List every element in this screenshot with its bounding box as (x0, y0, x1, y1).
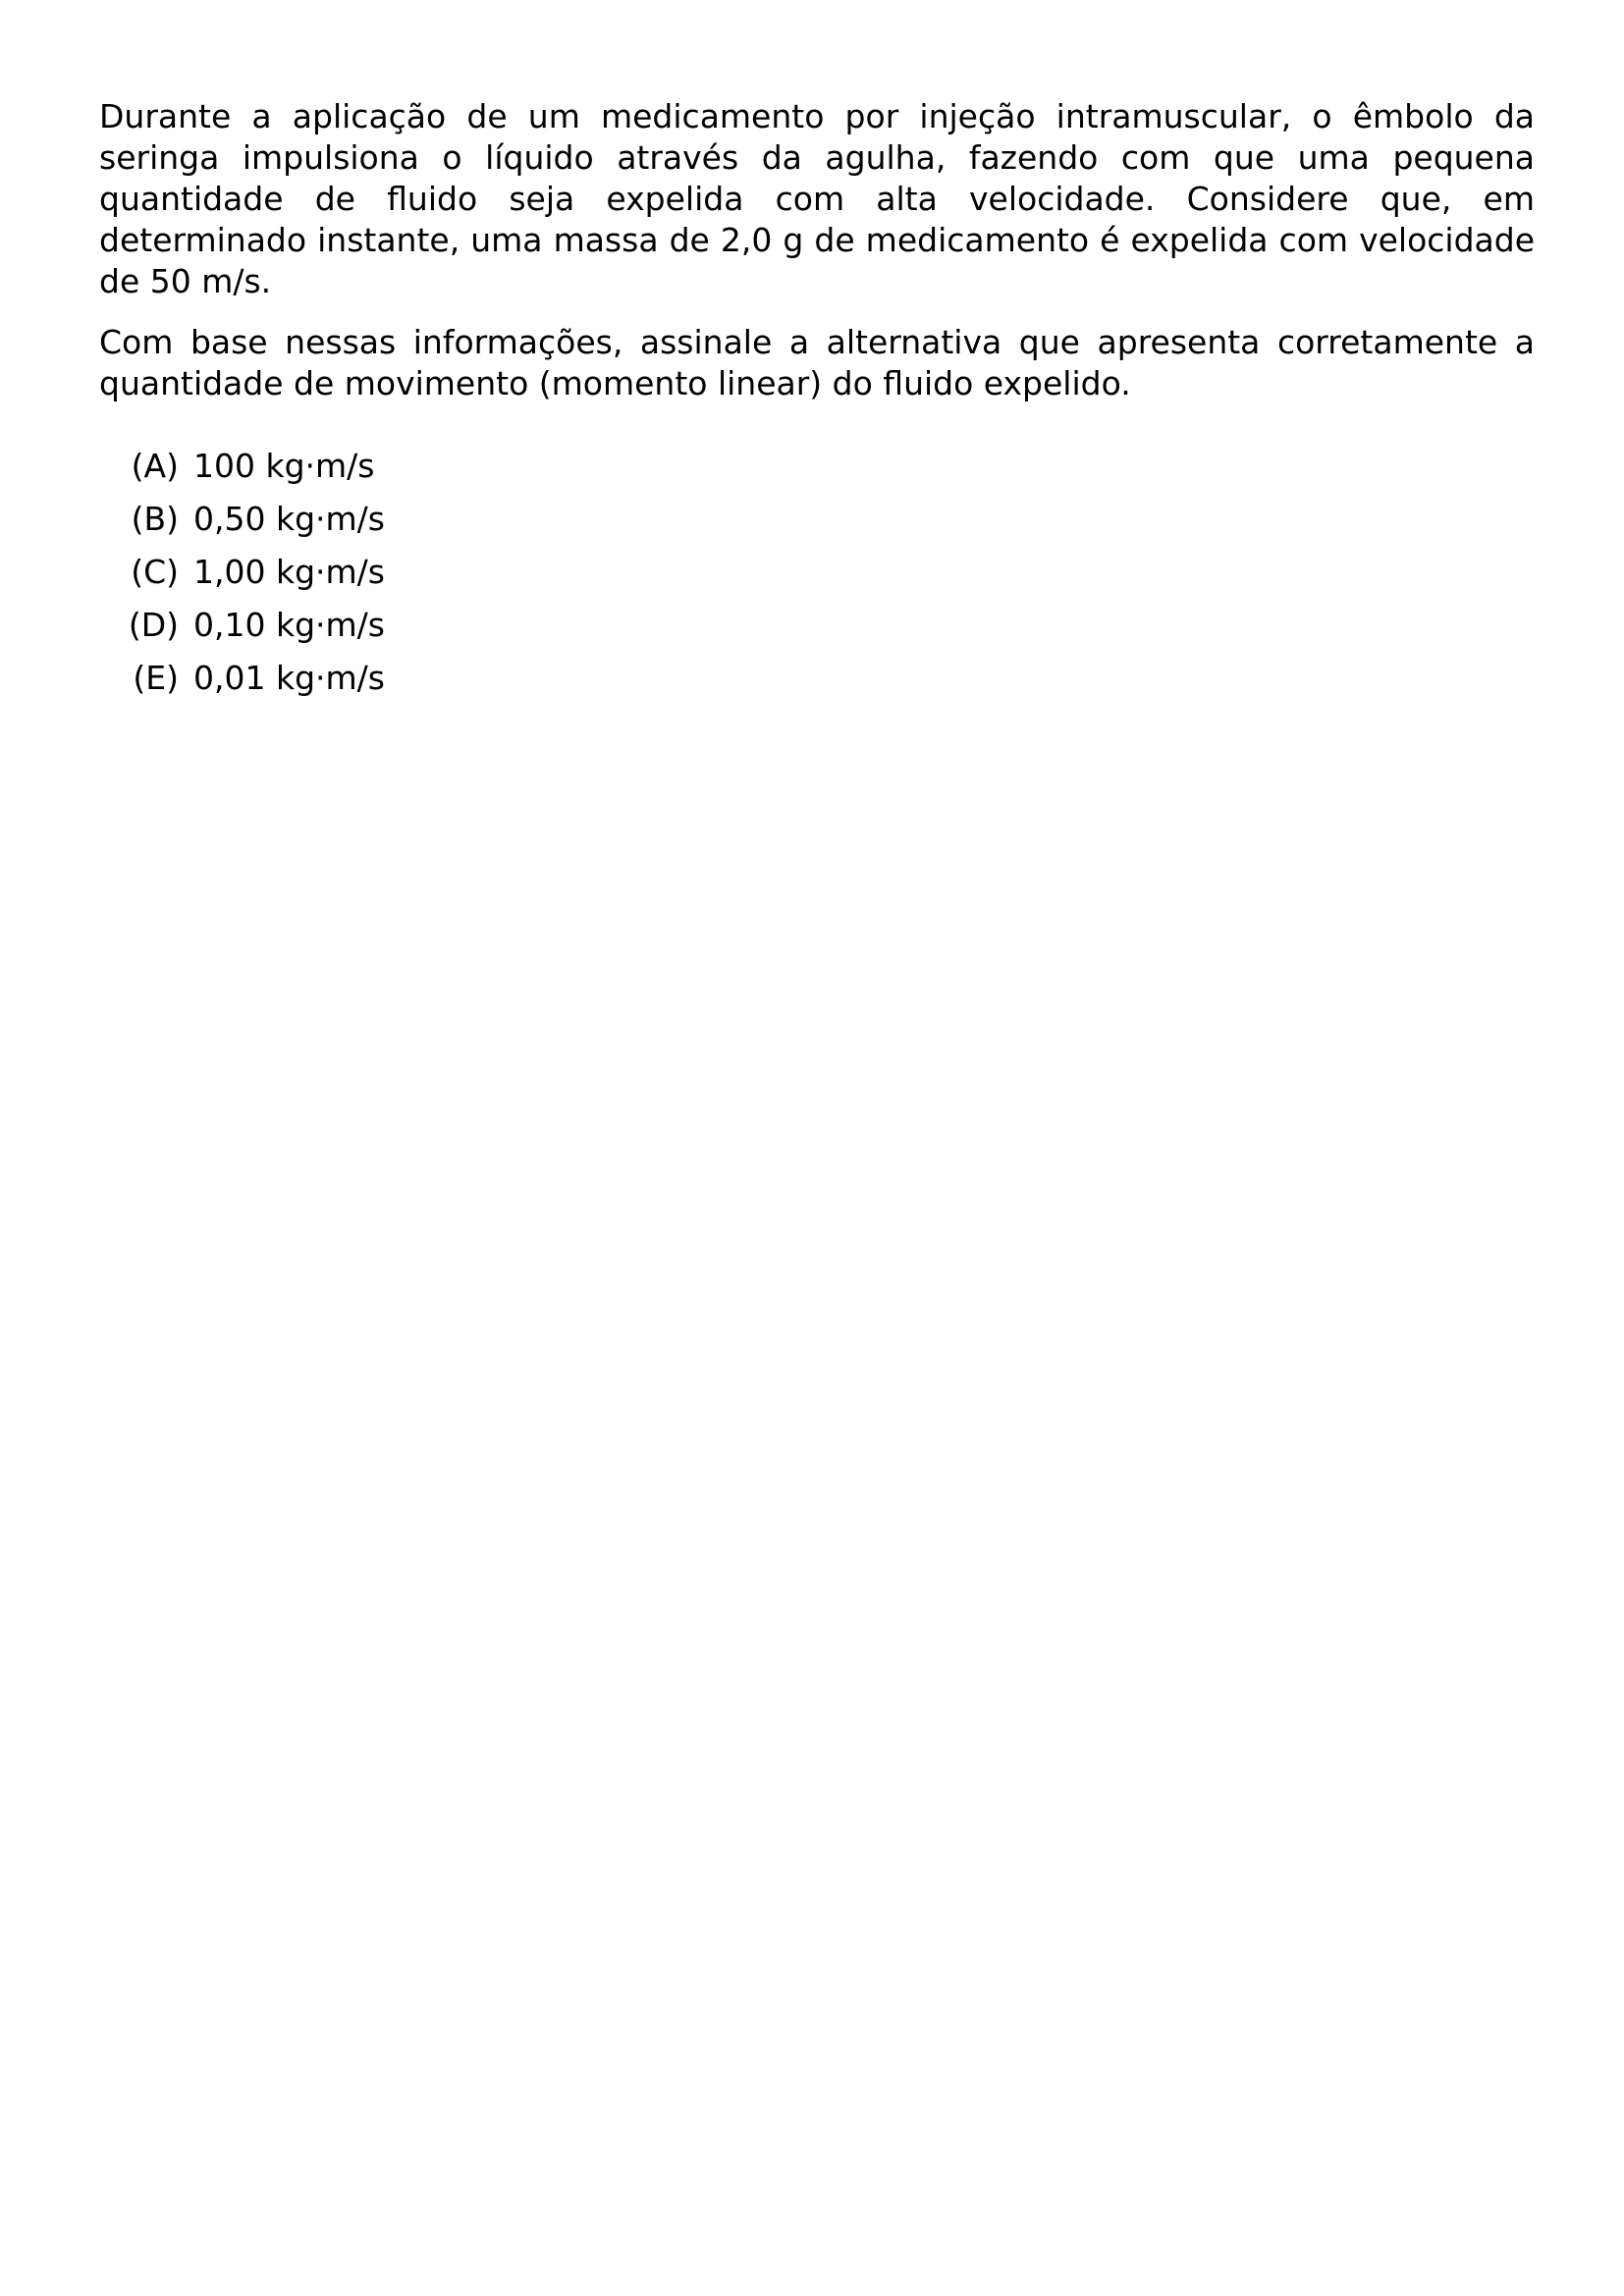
option-b (99, 493, 1535, 546)
option-letter: (D) (128, 606, 179, 644)
question-paragraph-2: Com base nessas informações, assinale a alternativa que apresenta corretamente a quantidade de movimento (momento linear) do fluido expelido. (99, 323, 1535, 402)
option-letter: (B) (131, 500, 179, 538)
option-letter: (C) (131, 553, 179, 591)
option-d (99, 599, 1535, 652)
question-paragraph-1: Durante a aplicação de um medicamento por injeção intramuscular, o êmbolo da seringa impulsiona o líquido através da agulha, fazendo com que uma pequena quantidade de fluido seja expelida com alta velocidade. Considere que, em determinado instante, uma massa de 2,0 g de medicamento é expelida com velocidade de 50 m/s. (99, 97, 1535, 300)
option-text: 0,50 kg·m/s (193, 500, 385, 538)
document-page (99, 96, 1535, 705)
answer-options-list (99, 440, 1535, 705)
option-text: 100 kg·m/s (193, 447, 375, 485)
option-text: 0,10 kg·m/s (193, 606, 385, 644)
option-e (99, 652, 1535, 705)
option-letter: (A) (131, 447, 179, 485)
option-a (99, 440, 1535, 493)
option-c (99, 546, 1535, 599)
option-text: 1,00 kg·m/s (193, 553, 385, 591)
option-text: 0,01 kg·m/s (193, 659, 385, 697)
option-letter: (E) (133, 659, 179, 697)
